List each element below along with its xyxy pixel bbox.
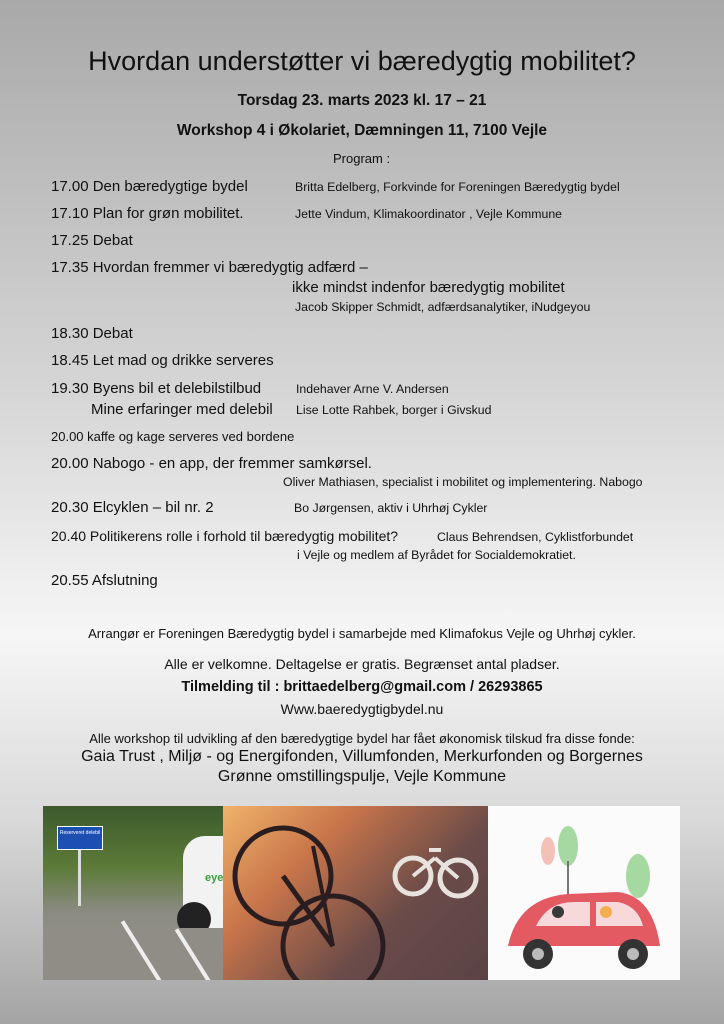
car-illustration bbox=[488, 806, 680, 980]
funding-line: Grønne omstillingspulje, Vejle Kommune bbox=[217, 768, 507, 785]
organizer-text: Arrangør er Foreningen Bæredygtig bydel i samarbejde med Klimafokus Vejle og Uhrhøj cykler. bbox=[88, 626, 636, 641]
event-location: Workshop 4 i Økolariet, Dæmningen 11, 7100 Vejle bbox=[176, 122, 548, 139]
page-title: Hvordan understøtter vi bæredygtig mobilitet? bbox=[88, 46, 636, 76]
program-item-title: 20.30 Elcyklen – bil nr. 2 bbox=[51, 499, 214, 516]
program-item-speaker: Lise Lotte Rahbek, borger i Givskud bbox=[296, 403, 492, 417]
program-item-title: 20.40 Politikerens rolle i forhold til bæredygtig mobilitet? bbox=[51, 528, 399, 544]
sign-text: Reserveret delebil bbox=[59, 830, 101, 836]
program-item-title: 17.10 Plan for grøn mobilitet. bbox=[51, 205, 244, 222]
program-item-continuation: ikke mindst indenfor bæredygtig mobilitet bbox=[292, 279, 565, 296]
car-logo: eye bbox=[205, 872, 223, 884]
program-item-title: 17.25 Debat bbox=[51, 232, 133, 249]
car-icon bbox=[488, 806, 680, 980]
signup-text: Tilmelding til : brittaedelberg@gmail.com / 26293865 bbox=[181, 679, 543, 695]
event-date: Torsdag 23. marts 2023 kl. 17 – 21 bbox=[237, 92, 487, 109]
funding-line: Gaia Trust , Miljø - og Energifonden, Villumfonden, Merkurfonden og Borgernes bbox=[81, 748, 643, 765]
program-item-title: 18.45 Let mad og drikke serveres bbox=[51, 352, 274, 369]
parking-sign bbox=[57, 826, 103, 850]
program-item-title: 18.30 Debat bbox=[51, 325, 133, 342]
website-link[interactable]: Www.baeredygtigbydel.nu bbox=[280, 701, 444, 717]
program-item-speaker: Claus Behrendsen, Cyklistforbundet bbox=[437, 530, 634, 544]
program-item-speaker: Indehaver Arne V. Andersen bbox=[296, 382, 449, 396]
program-item-speaker: Jacob Skipper Schmidt, adfærdsanalytiker, iNudgeyou bbox=[295, 300, 591, 314]
program-item-title: Mine erfaringer med delebil bbox=[91, 401, 273, 418]
program-label: Program : bbox=[333, 151, 391, 166]
bike-lane-icon bbox=[223, 806, 488, 980]
program-item-title: 19.30 Byens bil et delebilstilbud bbox=[51, 380, 262, 397]
program-item-speaker: i Vejle og medlem af Byrådet for Socialdemokratiet. bbox=[297, 548, 576, 562]
parking-photo bbox=[43, 806, 223, 980]
program-item-speaker: Bo Jørgensen, aktiv i Uhrhøj Cykler bbox=[294, 501, 488, 515]
funding-intro: Alle workshop til udvikling af den bæredygtige bydel har fået økonomisk tilskud fra disse fonde: bbox=[89, 731, 635, 746]
program-item-speaker: Britta Edelberg, Forkvinde for Foreningen Bæredygtig bydel bbox=[295, 180, 620, 194]
bicycle-shadow-photo bbox=[223, 806, 488, 980]
program-item-title: 17.35 Hvordan fremmer vi bæredygtig adfærd – bbox=[51, 259, 368, 276]
program-item-title: 20.00 kaffe og kage serveres ved bordene bbox=[51, 429, 295, 444]
program-item-title: 20.00 Nabogo - en app, der fremmer samkørsel. bbox=[51, 455, 372, 472]
sign-pole bbox=[78, 850, 81, 906]
program-item-title: 17.00 Den bæredygtige bydel bbox=[51, 178, 248, 195]
program-item-speaker: Oliver Mathiasen, specialist i mobilitet og implementering. Nabogo bbox=[283, 475, 643, 489]
welcome-text: Alle er velkomne. Deltagelse er gratis. Begrænset antal pladser. bbox=[164, 656, 560, 672]
program-item-title: 20.55 Afslutning bbox=[51, 572, 158, 589]
program-item-speaker: Jette Vindum, Klimakoordinator , Vejle Kommune bbox=[295, 207, 563, 221]
